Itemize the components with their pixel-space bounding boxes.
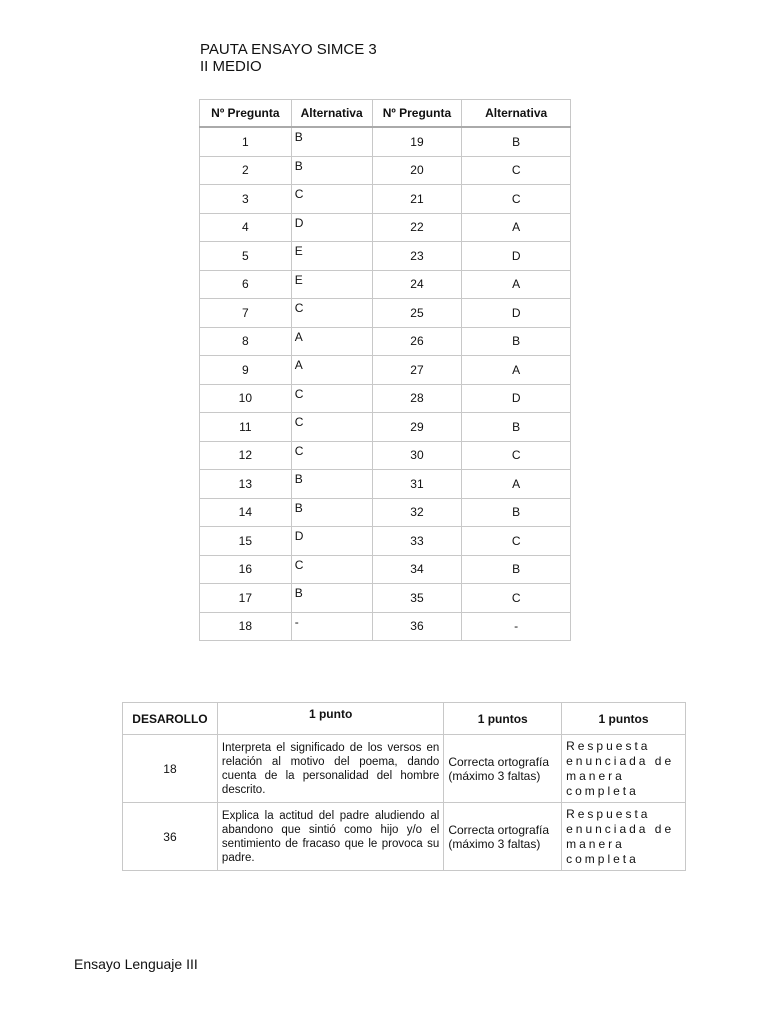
answer-key-row (200, 555, 571, 584)
question-number-cell: 7 (200, 299, 292, 328)
page-footer: Ensayo Lenguaje III (74, 956, 198, 972)
alternative-cell: D (462, 384, 571, 413)
answer-key-row (200, 413, 571, 442)
question-number-cell: 25 (372, 299, 462, 328)
answer-key-header-row (200, 100, 571, 128)
question-number-cell: 23 (372, 242, 462, 271)
question-number-cell: 35 (372, 584, 462, 613)
alternative-cell: C (291, 441, 372, 470)
rubric-criterion-spelling: Correcta ortografía (máximo 3 faltas) (444, 735, 562, 803)
alternative-cell: B (291, 584, 372, 613)
alternative-cell: B (462, 413, 571, 442)
rubric-table (122, 702, 686, 871)
document-subtitle: II MEDIO (200, 58, 262, 75)
alternative-cell: C (291, 413, 372, 442)
question-number-cell: 4 (200, 213, 292, 242)
rubric-header-criterion-3: 1 puntos (562, 703, 686, 735)
alternative-cell: B (462, 127, 571, 156)
alternative-cell: D (462, 242, 571, 271)
alternative-cell: C (291, 185, 372, 214)
question-number-cell: 24 (372, 270, 462, 299)
answer-key-row (200, 441, 571, 470)
column-header-question: Nº Pregunta (200, 100, 292, 128)
question-number-cell: 20 (372, 156, 462, 185)
question-number-cell: 3 (200, 185, 292, 214)
alternative-cell: A (462, 470, 571, 499)
question-number-cell: 34 (372, 555, 462, 584)
alternative-cell: B (291, 498, 372, 527)
alternative-cell: D (291, 213, 372, 242)
alternative-cell: B (291, 127, 372, 156)
alternative-cell: C (462, 185, 571, 214)
answer-key-row (200, 584, 571, 613)
alternative-cell: A (291, 327, 372, 356)
question-number-cell: 2 (200, 156, 292, 185)
answer-key-row (200, 242, 571, 271)
question-number-cell: 28 (372, 384, 462, 413)
rubric-criterion-spelling: Correcta ortografía (máximo 3 faltas) (444, 803, 562, 871)
alternative-cell: C (462, 156, 571, 185)
question-number-cell: 11 (200, 413, 292, 442)
answer-key-row (200, 327, 571, 356)
answer-key-row (200, 270, 571, 299)
question-number-cell: 27 (372, 356, 462, 385)
rubric-header-row (123, 703, 686, 735)
answer-key-table (199, 99, 571, 641)
question-number-cell: 15 (200, 527, 292, 556)
question-number-cell: 18 (200, 612, 292, 641)
alternative-cell: B (291, 156, 372, 185)
alternative-cell: C (291, 555, 372, 584)
rubric-criterion-content: Interpreta el significado de los versos en relación al motivo del poema, dando cuenta de la personalidad del hombre descrito. (217, 735, 443, 803)
rubric-criterion-content: Explica la actitud del padre aludiendo al abandono que sintió como hijo y/o el sentimiento de fracaso que le provoca su padre. (217, 803, 443, 871)
document-title: PAUTA ENSAYO SIMCE 3 (200, 41, 377, 58)
answer-key-row (200, 299, 571, 328)
alternative-cell: C (462, 441, 571, 470)
rubric-criterion-completeness: Respuesta enunciada de manera completa (562, 735, 686, 803)
question-number-cell: 33 (372, 527, 462, 556)
alternative-cell: D (462, 299, 571, 328)
question-number-cell: 36 (372, 612, 462, 641)
question-number-cell: 9 (200, 356, 292, 385)
question-number-cell: 30 (372, 441, 462, 470)
alternative-cell: A (462, 356, 571, 385)
alternative-cell: B (291, 470, 372, 499)
answer-key-row (200, 498, 571, 527)
document-header (200, 41, 377, 75)
answer-key-row (200, 527, 571, 556)
answer-key-row (200, 356, 571, 385)
alternative-cell: - (462, 612, 571, 641)
question-number-cell: 13 (200, 470, 292, 499)
question-number-cell: 16 (200, 555, 292, 584)
question-number-cell: 29 (372, 413, 462, 442)
answer-key-row (200, 127, 571, 156)
alternative-cell: A (462, 213, 571, 242)
answer-key-row (200, 185, 571, 214)
question-number-cell: 21 (372, 185, 462, 214)
rubric-question-number: 18 (123, 735, 218, 803)
rubric-row (123, 735, 686, 803)
question-number-cell: 26 (372, 327, 462, 356)
alternative-cell: C (462, 527, 571, 556)
rubric-header-desarrollo: DESAROLLO (123, 703, 218, 735)
alternative-cell: B (462, 555, 571, 584)
answer-key-row (200, 384, 571, 413)
question-number-cell: 8 (200, 327, 292, 356)
question-number-cell: 17 (200, 584, 292, 613)
answer-key-row (200, 156, 571, 185)
alternative-cell: C (291, 384, 372, 413)
alternative-cell: E (291, 270, 372, 299)
alternative-cell: B (462, 498, 571, 527)
rubric-criterion-completeness: Respuesta enunciada de manera completa (562, 803, 686, 871)
question-number-cell: 32 (372, 498, 462, 527)
answer-key-row (200, 213, 571, 242)
answer-key-body (200, 127, 571, 641)
alternative-cell: B (462, 327, 571, 356)
question-number-cell: 12 (200, 441, 292, 470)
question-number-cell: 14 (200, 498, 292, 527)
question-number-cell: 19 (372, 127, 462, 156)
question-number-cell: 1 (200, 127, 292, 156)
question-number-cell: 6 (200, 270, 292, 299)
alternative-cell: C (291, 299, 372, 328)
column-header-alternative: Alternativa (462, 100, 571, 128)
question-number-cell: 22 (372, 213, 462, 242)
question-number-cell: 5 (200, 242, 292, 271)
column-header-question: Nº Pregunta (372, 100, 462, 128)
alternative-cell: - (291, 612, 372, 641)
answer-key-row (200, 470, 571, 499)
alternative-cell: A (291, 356, 372, 385)
column-header-alternative: Alternativa (291, 100, 372, 128)
alternative-cell: A (462, 270, 571, 299)
rubric-question-number: 36 (123, 803, 218, 871)
rubric-header-criterion-2: 1 puntos (444, 703, 562, 735)
question-number-cell: 10 (200, 384, 292, 413)
answer-key-row (200, 612, 571, 641)
rubric-row (123, 803, 686, 871)
alternative-cell: C (462, 584, 571, 613)
question-number-cell: 31 (372, 470, 462, 499)
alternative-cell: E (291, 242, 372, 271)
alternative-cell: D (291, 527, 372, 556)
rubric-header-criterion-1: 1 punto (217, 703, 443, 735)
